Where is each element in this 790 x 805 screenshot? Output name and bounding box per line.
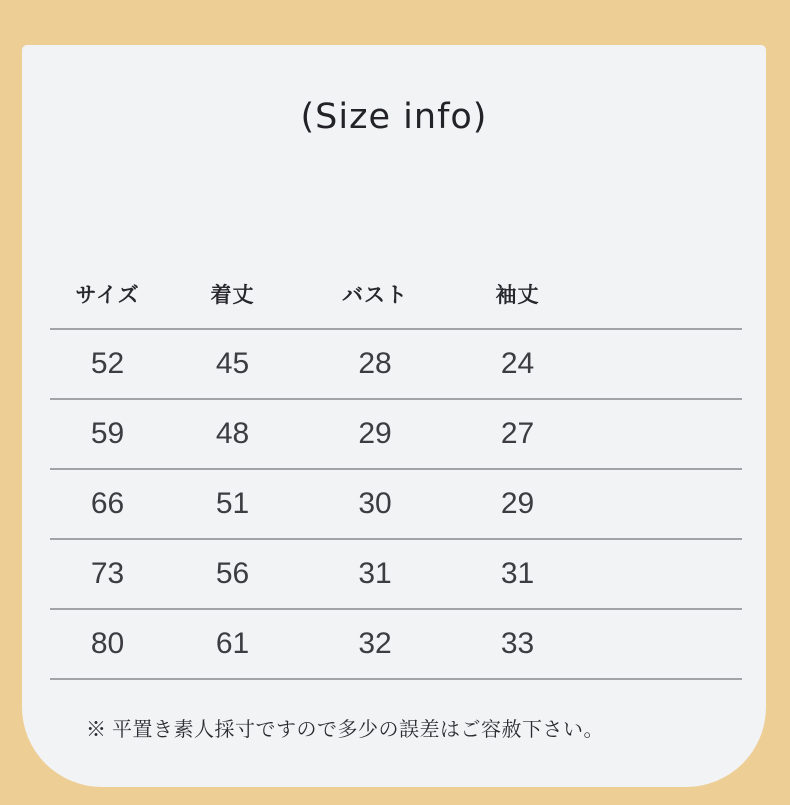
- bust-value: 28: [358, 347, 392, 380]
- sleeve-value: 33: [500, 627, 535, 660]
- bust-value: 29: [358, 417, 392, 450]
- size-value: 59: [90, 417, 125, 450]
- table-row: [50, 330, 742, 400]
- size-value: 52: [90, 347, 125, 380]
- column-header-bust: バスト: [342, 283, 408, 307]
- table-row: [50, 400, 742, 470]
- table-row: [50, 470, 742, 540]
- size-info-card: [22, 45, 766, 787]
- size-value: 80: [90, 627, 125, 660]
- table-header-row: [50, 260, 742, 330]
- size-value: 73: [90, 557, 125, 590]
- sleeve-value: 27: [500, 417, 535, 450]
- length-value: 45: [215, 347, 250, 380]
- table-row: [50, 540, 742, 610]
- size-value: 66: [90, 487, 125, 520]
- sleeve-value: 31: [500, 557, 535, 590]
- length-value: 51: [215, 487, 250, 520]
- bust-value: 30: [358, 487, 392, 520]
- length-value: 56: [215, 557, 250, 590]
- page-title: (Size info): [300, 97, 488, 137]
- table-row: [50, 610, 742, 680]
- sleeve-value: 29: [500, 487, 535, 520]
- measurement-disclaimer: ※ 平置き素人採寸ですので多少の誤差はご容赦下さい。: [86, 719, 604, 741]
- length-value: 61: [215, 627, 250, 660]
- bust-value: 32: [358, 627, 392, 660]
- length-value: 48: [215, 417, 250, 450]
- column-header-size: サイズ: [75, 283, 140, 307]
- sleeve-value: 24: [500, 347, 535, 380]
- bust-value: 31: [358, 557, 392, 590]
- size-table: [50, 260, 742, 680]
- column-header-length: 着丈: [210, 283, 255, 307]
- column-header-sleeve: 袖丈: [495, 283, 540, 307]
